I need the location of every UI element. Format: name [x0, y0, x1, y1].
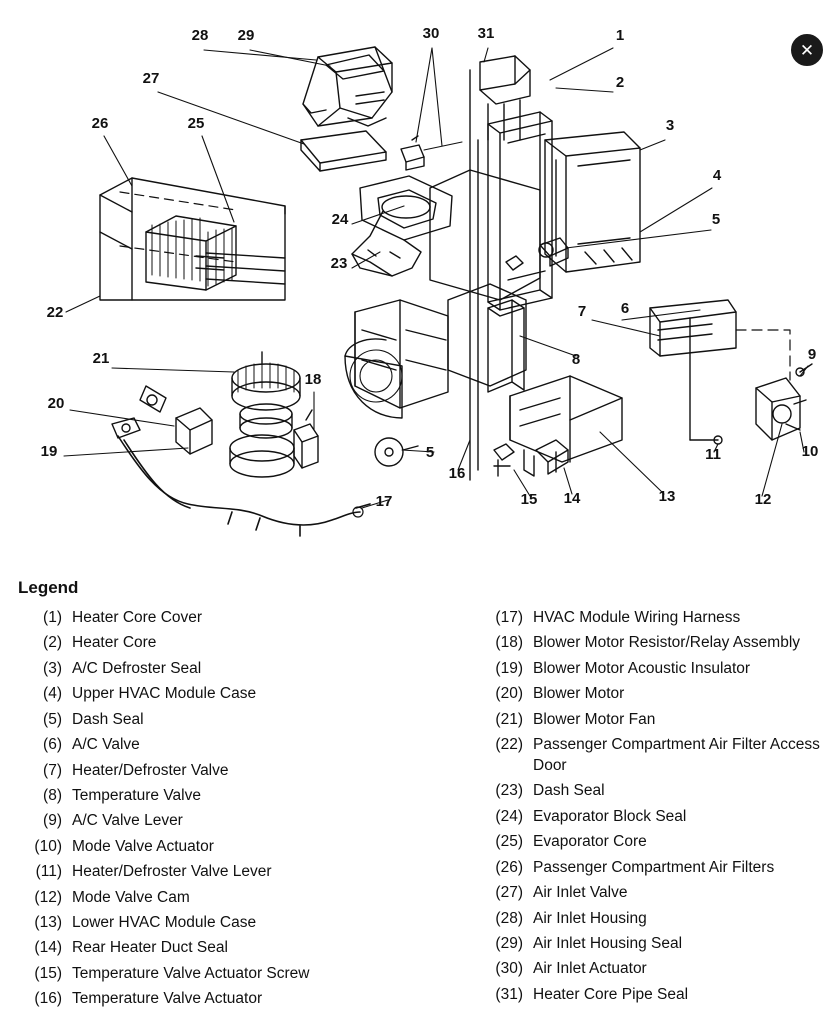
diagram-callout-16: 16 — [448, 465, 466, 482]
legend-item-label: Blower Motor Fan — [533, 710, 656, 728]
legend-item-number: (10) — [34, 837, 62, 855]
legend-item — [495, 883, 838, 904]
diagram-callout-26: 26 — [91, 115, 109, 132]
legend-item — [495, 985, 838, 1006]
heater-core-cover-group — [545, 132, 640, 272]
diagram-callout-23: 23 — [330, 255, 348, 272]
legend-item — [34, 608, 419, 629]
diagram-callout-11: 11 — [705, 446, 721, 463]
legend-item-number: (7) — [43, 761, 62, 779]
legend-column-right — [419, 608, 838, 1015]
diagram-callout-13: 13 — [658, 488, 676, 505]
evaporator-case-group — [100, 178, 285, 300]
legend-item-label: Air Inlet Housing — [533, 909, 647, 927]
legend-item — [495, 832, 838, 853]
legend-item-label: Air Inlet Actuator — [533, 960, 647, 978]
legend-item — [34, 811, 419, 832]
legend-item-number: (29) — [495, 934, 523, 952]
legend-item-label: Mode Valve Actuator — [72, 837, 214, 855]
legend-item — [34, 684, 419, 705]
legend-item — [495, 633, 838, 654]
diagram-callout-1: 1 — [615, 27, 625, 44]
valves-group — [488, 300, 736, 392]
diagram-callout-24: 24 — [331, 211, 349, 228]
legend-item — [34, 633, 419, 654]
legend-item-label: HVAC Module Wiring Harness — [533, 609, 741, 626]
legend-item-label: Heater Core — [72, 634, 157, 652]
air-inlet-housing-group — [303, 47, 392, 126]
legend-item — [34, 938, 419, 959]
legend-item-number: (14) — [34, 939, 62, 957]
diagram-callout-17: 17 — [375, 493, 393, 510]
diagram-callout-29: 29 — [237, 27, 255, 44]
legend-item — [495, 710, 838, 731]
diagram-callout-28: 28 — [191, 27, 209, 44]
air-inlet-valve-group — [301, 131, 386, 171]
diagram-callout-21: 21 — [92, 350, 110, 367]
legend-item-label: Lower HVAC Module Case — [72, 914, 257, 932]
legend-item-label: Evaporator Block Seal — [533, 807, 687, 825]
legend-item-label: Evaporator Core — [533, 833, 647, 851]
legend-item-number: (27) — [495, 884, 523, 902]
diagram-callout-3: 3 — [665, 117, 675, 134]
diagram-callout-12: 12 — [754, 491, 772, 508]
legend-item-number: (3) — [43, 659, 62, 677]
legend-item-label: Blower Motor Acoustic Insulator — [533, 659, 751, 677]
legend-item-label: Dash Seal — [533, 782, 605, 800]
legend-item-label: Passenger Compartment Air Filters — [533, 858, 775, 876]
rear-duct-seal-group — [494, 440, 568, 476]
legend-item-label: Air Inlet Valve — [533, 884, 628, 902]
legend-item-label: Heater/Defroster Valve Lever — [72, 863, 272, 881]
legend-item — [34, 862, 419, 883]
diagram-callout-5: 5 — [711, 211, 721, 228]
legend-item-label: Rear Heater Duct Seal — [72, 939, 228, 957]
legend-item-label: Blower Motor — [533, 685, 625, 703]
legend-item — [34, 964, 419, 985]
legend-column-left — [0, 608, 419, 1015]
diagram-callout-8: 8 — [571, 351, 581, 368]
legend-item-label: Blower Motor Resistor/Relay Assembly — [533, 634, 801, 652]
legend-item-label: Heater Core Pipe Seal — [533, 985, 689, 1003]
legend-item-number: (1) — [43, 609, 62, 626]
legend-item — [34, 786, 419, 807]
diagram-callout-25: 25 — [187, 115, 205, 132]
wiring-harness-group — [118, 436, 370, 536]
diagram-callout-4: 4 — [712, 167, 722, 184]
legend-item-number: (17) — [495, 609, 523, 626]
legend-item — [34, 888, 419, 909]
legend-item — [495, 684, 838, 705]
legend-item — [495, 807, 838, 828]
legend-item-label: Heater Core Cover — [72, 609, 203, 626]
legend-item-number: (24) — [495, 807, 523, 825]
legend-item-number: (26) — [495, 858, 523, 876]
legend-item — [34, 735, 419, 756]
evaporator-block-seal-group — [352, 176, 452, 276]
legend-item-number: (15) — [34, 964, 62, 982]
legend-item-number: (23) — [495, 782, 523, 800]
lower-hvac-module-case-group — [510, 376, 622, 476]
legend-item-number: (13) — [34, 914, 62, 932]
legend-item — [495, 909, 838, 930]
temperature-valve-actuator-group — [375, 438, 418, 466]
diagram-callout-22: 22 — [46, 304, 64, 321]
diagram-callout-19: 19 — [40, 443, 58, 460]
legend-item-number: (21) — [495, 710, 523, 728]
legend-item — [34, 837, 419, 858]
legend-item-label: A/C Valve Lever — [72, 812, 183, 830]
diagram-callout-6: 6 — [620, 300, 630, 317]
legend-item-label: Mode Valve Cam — [72, 888, 190, 906]
legend-item — [495, 659, 838, 680]
legend-item-number: (16) — [34, 990, 62, 1008]
legend-item-number: (4) — [43, 685, 62, 703]
diagram-callout-18: 18 — [304, 371, 322, 388]
legend-item-number: (19) — [495, 659, 523, 677]
legend-item-label: Temperature Valve Actuator — [72, 990, 263, 1008]
legend-item — [34, 659, 419, 680]
legend-item-number: (20) — [495, 685, 523, 703]
legend-item-number: (5) — [43, 710, 62, 728]
diagram-callout-5: 5 — [425, 444, 435, 461]
legend-item-number: (11) — [35, 863, 62, 881]
heater-core-group — [488, 112, 552, 310]
diagram-callout-27: 27 — [142, 70, 160, 87]
legend-item-number: (28) — [495, 909, 523, 927]
legend-item-label: Dash Seal — [72, 710, 144, 728]
legend-item-number: (8) — [43, 786, 62, 804]
legend-item-label: Passenger Compartment Air Filter Access Door — [533, 736, 820, 775]
legend-item-number: (12) — [34, 888, 62, 906]
legend-item — [495, 858, 838, 879]
close-icon[interactable]: ✕ — [791, 34, 823, 66]
legend-item — [495, 608, 838, 629]
legend-item — [495, 934, 838, 955]
legend-item-number: (18) — [495, 634, 523, 652]
legend-title: Legend — [18, 578, 79, 597]
legend-item — [495, 959, 838, 980]
air-inlet-actuator-group — [401, 136, 424, 170]
diagram-callout-30: 30 — [422, 25, 440, 42]
diagram-callout-14: 14 — [563, 490, 581, 507]
legend-item-label: Temperature Valve — [72, 786, 201, 804]
legend-item-label: Temperature Valve Actuator Screw — [72, 964, 310, 982]
mode-valve-actuator-group — [756, 364, 812, 440]
diagram-callout-7: 7 — [577, 303, 587, 320]
upper-hvac-module-case-group — [345, 170, 540, 418]
diagram-callout-2: 2 — [615, 74, 625, 91]
diagram-callout-9: 9 — [807, 346, 817, 363]
blower-assembly-group — [230, 352, 300, 477]
legend-item-number: (22) — [495, 736, 523, 754]
diagram-callout-31: 31 — [477, 25, 495, 42]
legend-panel — [0, 560, 839, 1008]
diagram-callout-10: 10 — [801, 443, 819, 460]
legend-item — [495, 735, 838, 777]
legend-item-number: (2) — [43, 634, 62, 652]
legend-item-label: Upper HVAC Module Case — [72, 685, 257, 703]
legend-item-number: (25) — [495, 833, 523, 851]
diagram-callout-20: 20 — [47, 395, 65, 412]
legend-item — [34, 710, 419, 731]
legend-item-label: Air Inlet Housing Seal — [533, 934, 683, 952]
legend-item-number: (30) — [495, 960, 523, 978]
legend-item-number: (9) — [43, 812, 62, 830]
diagram-callout-15: 15 — [520, 491, 538, 508]
legend-item — [34, 913, 419, 934]
legend-item-label: A/C Valve — [72, 736, 140, 754]
legend-item-label: Heater/Defroster Valve — [72, 761, 229, 779]
legend-item — [495, 781, 838, 802]
legend-item-label: A/C Defroster Seal — [72, 659, 202, 677]
legend-item-number: (31) — [495, 985, 523, 1003]
legend-item — [34, 761, 419, 782]
legend-item — [34, 989, 419, 1010]
legend-item-number: (6) — [43, 736, 62, 754]
